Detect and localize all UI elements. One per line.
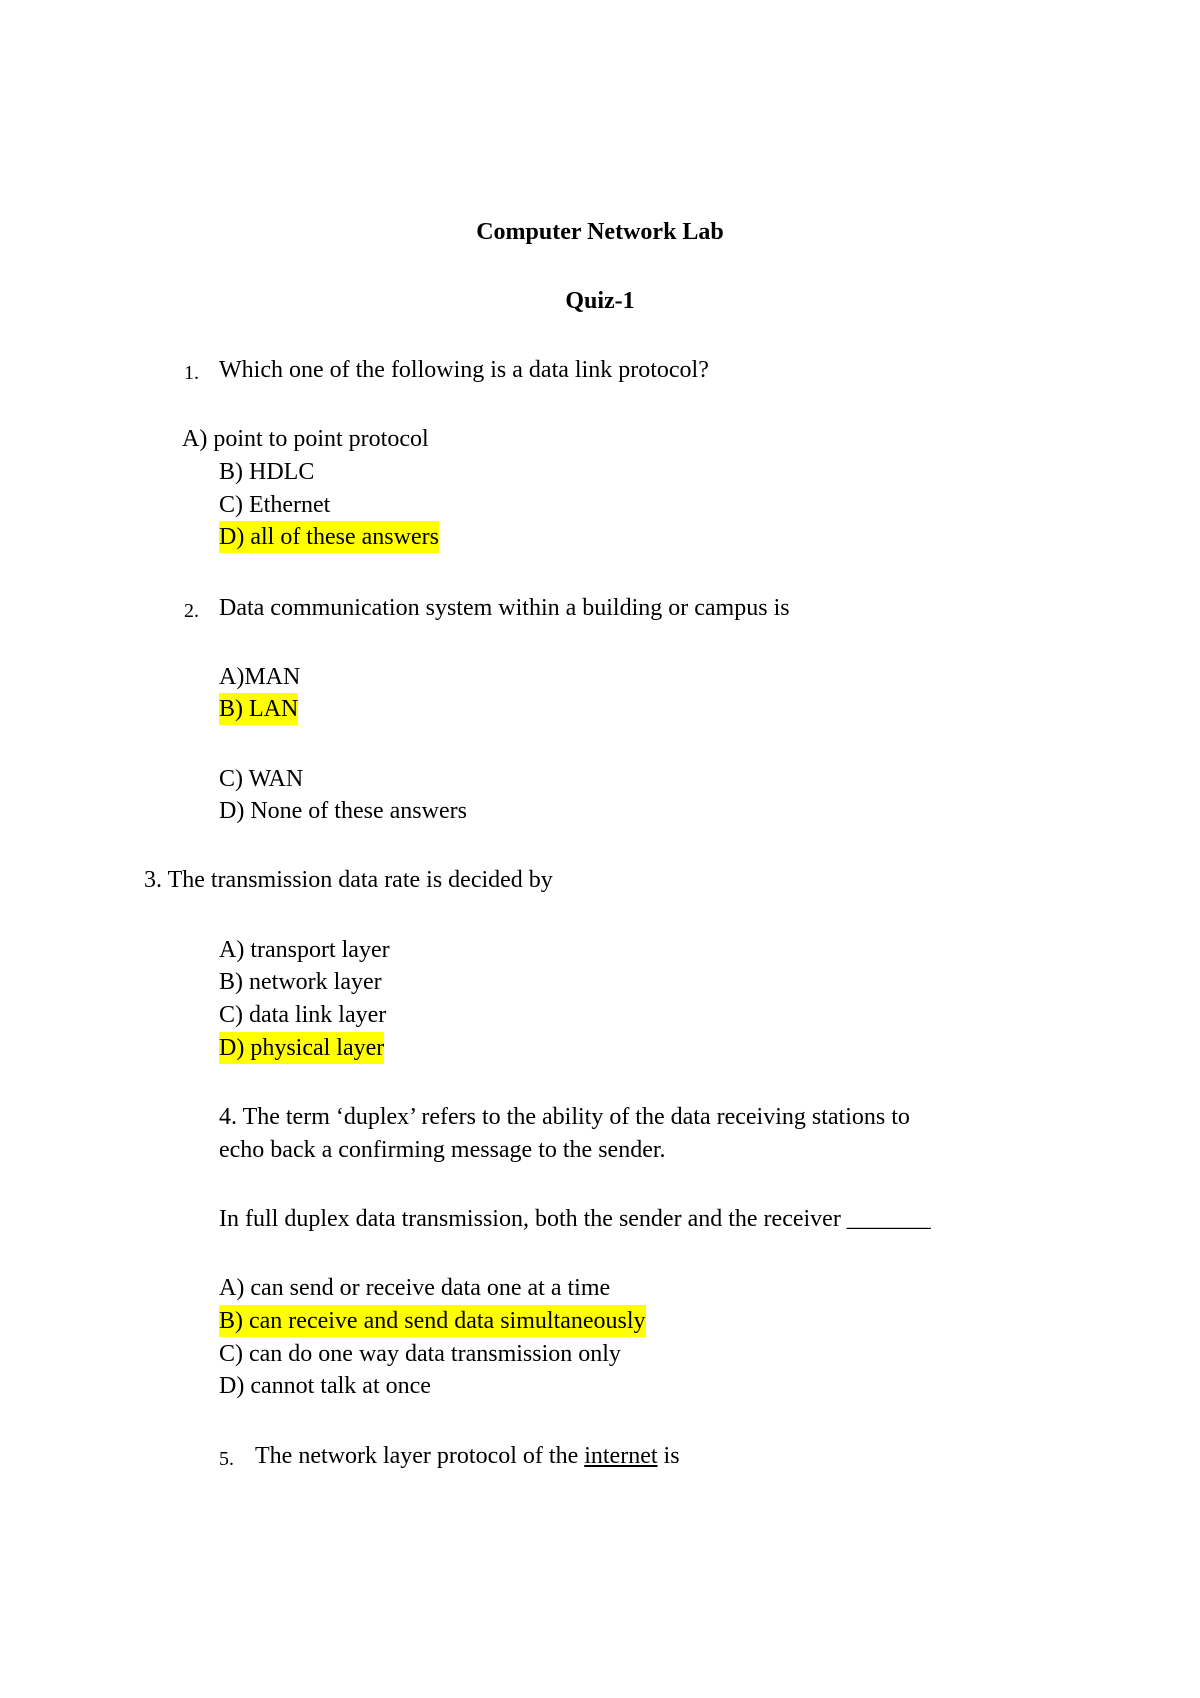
answer-option: C) Ethernet — [219, 492, 331, 518]
question-number: 2. — [184, 600, 199, 622]
answer-option: A) can send or receive data one at a time — [219, 1275, 611, 1301]
question-text: Which one of the following is a data link protocol? — [219, 357, 709, 383]
question-text: Data communication system within a building or campus is — [219, 595, 790, 621]
answer-option-highlighted: D) physical layer — [219, 1032, 384, 1064]
answer-option: B) HDLC — [219, 459, 315, 485]
answer-option: B) network layer — [219, 969, 382, 995]
answer-option: A)MAN — [219, 664, 301, 690]
question-text: 4. The term ‘duplex’ refers to the ability of the data receiving stations to — [219, 1104, 910, 1130]
answer-option-highlighted: B) LAN — [219, 693, 298, 725]
document-title: Computer Network Lab — [476, 219, 724, 245]
question-number: 1. — [184, 362, 199, 384]
answer-option-highlighted: D) all of these answers — [219, 521, 439, 553]
answer-option: A) point to point protocol — [182, 426, 429, 452]
question-text — [255, 1440, 680, 1472]
answer-option: D) None of these answers — [219, 798, 467, 824]
question-number: 5. — [219, 1448, 234, 1470]
question-text-end: is — [657, 1443, 680, 1469]
answer-option-highlighted: B) can receive and send data simultaneously — [219, 1305, 646, 1337]
question-prompt: In full duplex data transmission, both the sender and the receiver _______ — [219, 1206, 931, 1232]
answer-option: C) data link layer — [219, 1002, 387, 1028]
answer-option: C) can do one way data transmission only — [219, 1341, 621, 1367]
question-text: 3. The transmission data rate is decided by — [144, 867, 553, 893]
answer-option: D) cannot talk at once — [219, 1373, 431, 1399]
question-text-start: The network layer protocol of the — [255, 1443, 585, 1469]
document-subtitle: Quiz-1 — [565, 288, 635, 314]
question-text-continued: echo back a confirming message to the sender. — [219, 1137, 666, 1163]
underlined-term: internet — [584, 1443, 658, 1469]
answer-option: A) transport layer — [219, 937, 390, 963]
answer-option: C) WAN — [219, 766, 304, 792]
